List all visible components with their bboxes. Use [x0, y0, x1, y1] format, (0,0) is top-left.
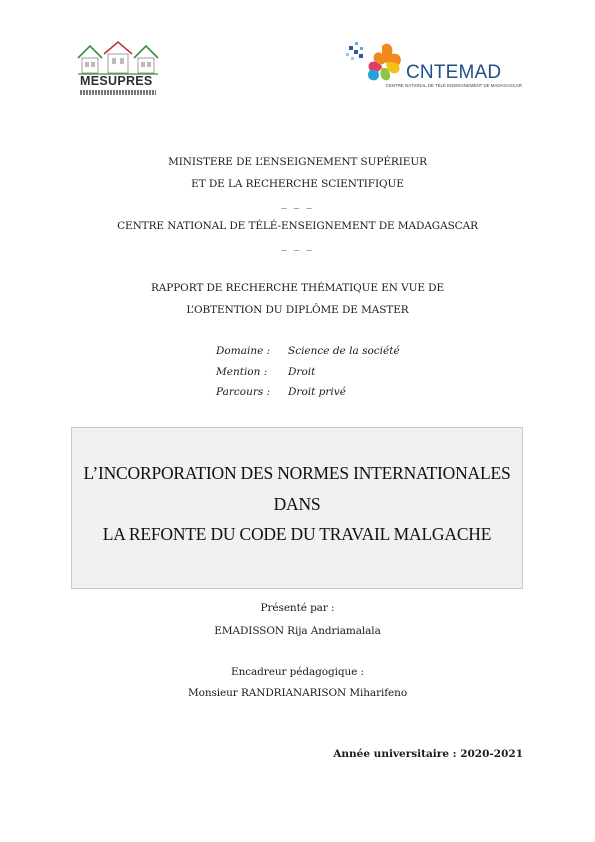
parcours-label: Parcours : — [216, 386, 271, 398]
parcours-value: Droit privé — [288, 386, 346, 398]
thesis-title-line-3: LA REFONTE DU CODE DU TRAVAIL MALGACHE — [102, 524, 492, 544]
ministry-line-1: MINISTERE DE L’ENSEIGNEMENT SUPÉRIEUR — [168, 156, 427, 168]
mesupres-building-icon — [76, 40, 160, 76]
presenter-label: Présenté par : — [260, 602, 335, 614]
thesis-title-line-1: L’INCORPORATION DES NORMES INTERNATIONALES — [83, 463, 511, 483]
academic-year: Année universitaire : 2020-2021 — [333, 748, 523, 760]
separator-1: _ _ _ — [281, 197, 314, 209]
mention-value: Droit — [288, 366, 316, 378]
separator-2: _ _ _ — [281, 239, 314, 251]
supervisor-name: Monsieur RANDRIANARISON Miharifeno — [187, 687, 408, 699]
cntemad-logo-text: CNTEMAD — [406, 62, 502, 83]
domaine-value: Science de la société — [288, 345, 400, 357]
domaine-label: Domaine : — [216, 345, 271, 357]
cntemad-flower-icon — [342, 40, 410, 84]
ministry-line-2: ET DE LA RECHERCHE SCIENTIFIQUE — [191, 178, 404, 190]
mesupres-logo-fineprint — [80, 90, 156, 95]
thesis-title-line-2: DANS — [273, 494, 321, 514]
centre-name: CENTRE NATIONAL DE TÉLÉ-ENSEIGNEMENT DE MADAGASCAR — [117, 220, 478, 232]
thesis-title-box — [71, 427, 523, 589]
mesupres-logo — [76, 40, 160, 98]
mesupres-logo-text: MESUPRES — [80, 74, 153, 88]
cntemad-logo-subtitle: CENTRE NATIONAL DE TÉLÉ ENSEIGNEMENT DE MADAGASCAR — [385, 83, 522, 88]
report-line-1: RAPPORT DE RECHERCHE THÉMATIQUE EN VUE DE — [150, 282, 445, 294]
supervisor-label: Encadreur pédagogique : — [231, 666, 364, 678]
mention-label: Mention : — [216, 366, 268, 378]
presenter-name: EMADISSON Rija Andriamalala — [214, 625, 381, 637]
report-line-2: L’OBTENTION DU DIPLÔME DE MASTER — [186, 304, 409, 316]
cntemad-logo — [342, 40, 522, 96]
